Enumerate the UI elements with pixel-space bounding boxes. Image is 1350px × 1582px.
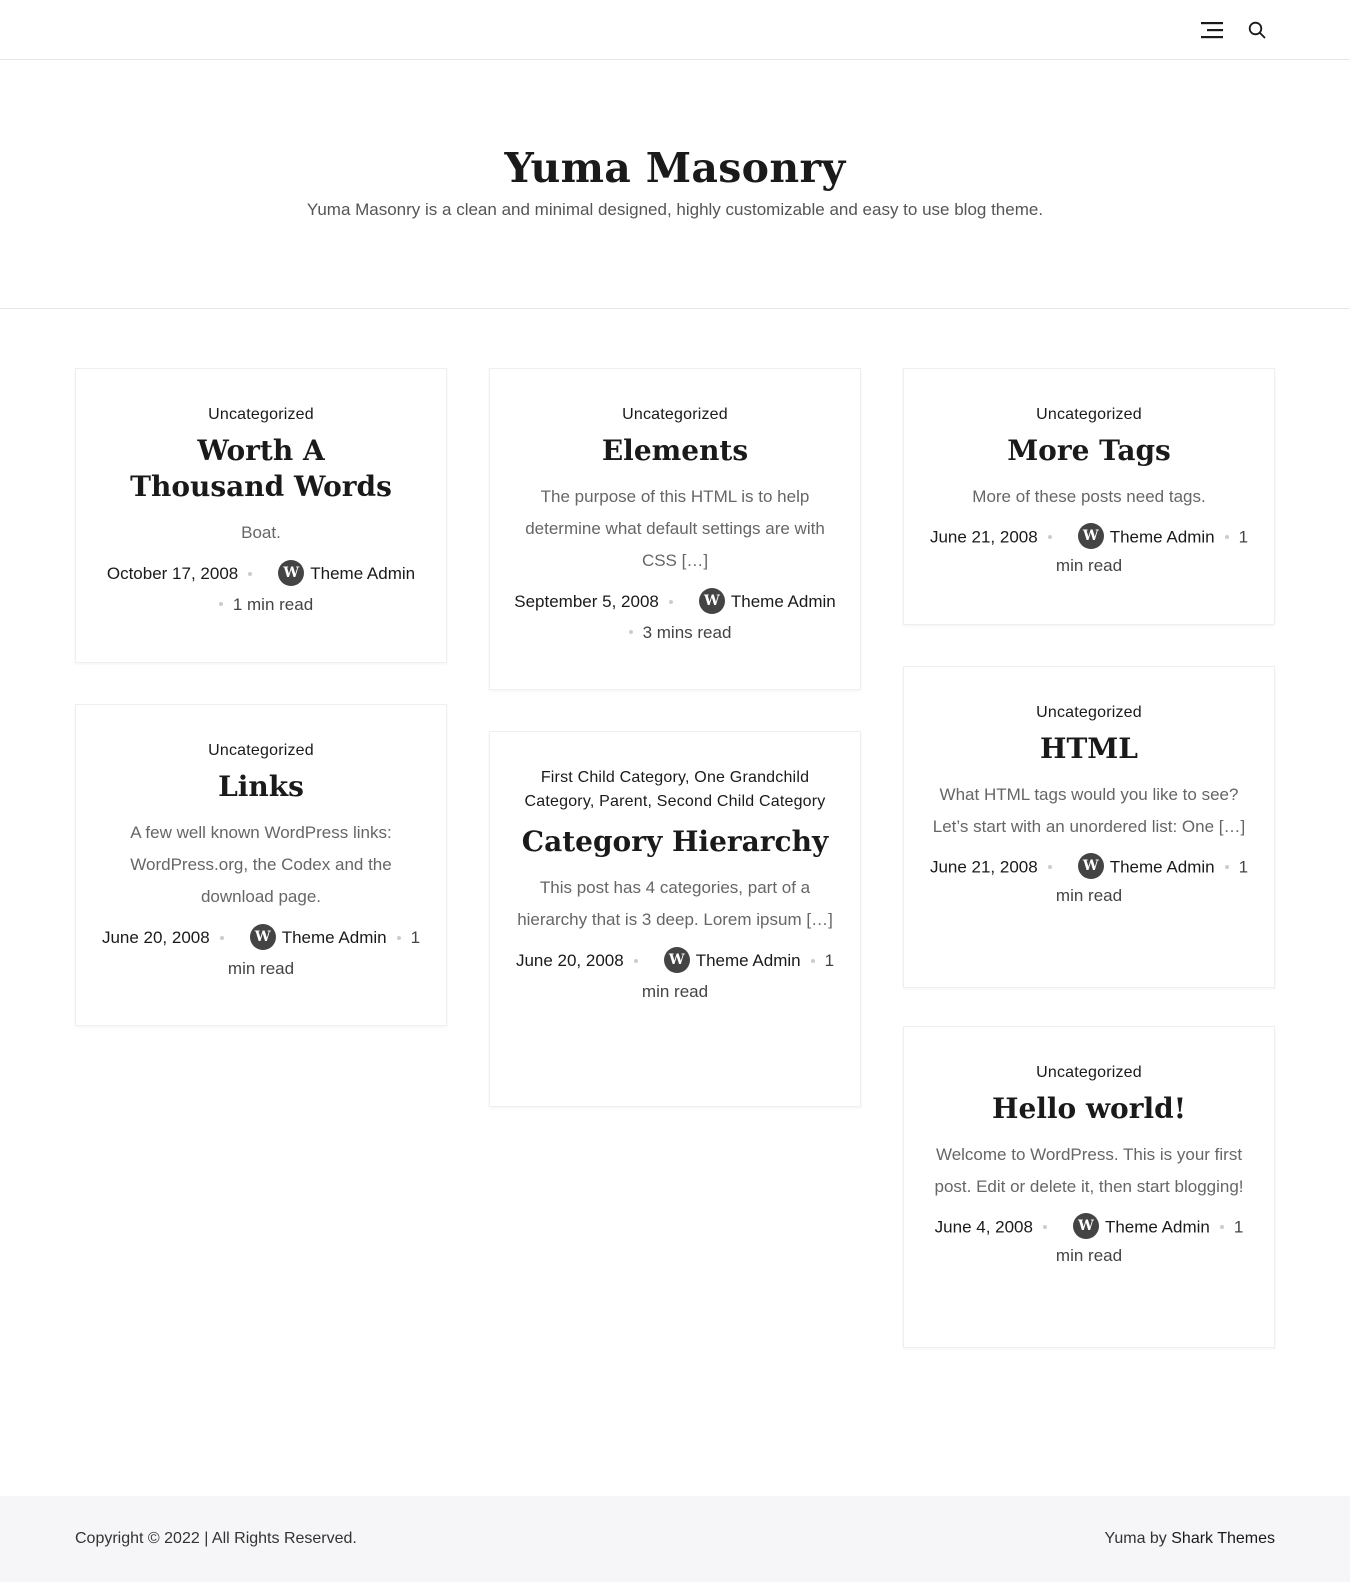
separator-dot	[629, 630, 633, 634]
post-meta	[100, 559, 422, 619]
post-card	[903, 368, 1275, 625]
post-excerpt: What HTML tags would you like to see? Let’s start with an unordered list: One […]	[932, 785, 1246, 836]
post-category[interactable]: First Child Category, One Grandchild Category, Parent, Second Child Category	[524, 769, 826, 810]
separator-dot	[1225, 535, 1229, 539]
post-date[interactable]: October 17, 2008	[106, 564, 239, 583]
separator-dot	[669, 600, 673, 604]
post-author[interactable]: Theme Admin	[730, 592, 836, 611]
top-header-bar	[0, 0, 1350, 60]
separator-dot	[219, 602, 223, 606]
site-title[interactable]: Yuma Masonry	[504, 144, 846, 192]
post-title[interactable]: More Tags	[1007, 434, 1171, 467]
shark-themes-link[interactable]: Shark Themes	[1171, 1530, 1275, 1547]
post-author[interactable]: Theme Admin	[281, 928, 387, 947]
read-time: 1 min read	[232, 594, 314, 614]
post-card	[75, 368, 447, 663]
author-avatar-icon	[250, 924, 276, 950]
post-author[interactable]: Theme Admin	[310, 564, 416, 583]
post-category[interactable]: Uncategorized	[622, 406, 728, 423]
copyright-text: Copyright © 2022 | All Rights Reserved.	[75, 1530, 357, 1547]
post-card	[489, 368, 861, 690]
post-meta	[514, 946, 836, 1006]
post-card	[75, 704, 447, 1026]
post-card	[903, 666, 1275, 988]
author-avatar-icon	[278, 560, 304, 586]
post-title[interactable]: Hello world!	[991, 1092, 1186, 1125]
post-author[interactable]: Theme Admin	[1109, 857, 1215, 877]
post-date[interactable]: June 20, 2008	[515, 951, 624, 970]
post-title[interactable]: Category Hierarchy	[521, 825, 829, 858]
read-time: 3 mins read	[642, 622, 732, 642]
author-avatar-icon	[1078, 523, 1104, 549]
post-card	[489, 731, 861, 1107]
post-date[interactable]: June 21, 2008	[929, 527, 1038, 547]
post-title[interactable]: Worth A Thousand Words	[130, 434, 392, 503]
post-date[interactable]: June 20, 2008	[101, 928, 210, 947]
post-excerpt: A few well known WordPress links: WordPress.org, the Codex and the download page.	[130, 823, 392, 906]
read-time: 1 min read	[641, 951, 835, 1001]
separator-dot	[248, 572, 252, 576]
separator-dot	[1048, 535, 1052, 539]
post-excerpt: This post has 4 categories, part of a hierarchy that is 3 deep. Lorem ipsum […]	[517, 878, 833, 929]
post-author[interactable]: Theme Admin	[1104, 1217, 1210, 1237]
post-category[interactable]: Uncategorized	[1036, 1064, 1142, 1081]
separator-dot	[1225, 865, 1229, 869]
read-time: 1 min read	[1055, 527, 1249, 575]
separator-dot	[1048, 865, 1052, 869]
post-category[interactable]: Uncategorized	[1036, 704, 1142, 721]
separator-dot	[811, 959, 815, 963]
post-author[interactable]: Theme Admin	[695, 951, 801, 970]
read-time: 1 min read	[1055, 857, 1249, 905]
post-excerpt: The purpose of this HTML is to help determine what default settings are with CSS […]	[525, 487, 825, 570]
post-meta	[928, 523, 1250, 578]
theme-credit	[1105, 1530, 1275, 1548]
separator-dot	[634, 959, 638, 963]
search-icon[interactable]	[1243, 16, 1271, 44]
separator-dot	[1043, 1225, 1047, 1229]
post-category[interactable]: Uncategorized	[1036, 406, 1142, 423]
author-avatar-icon	[1078, 853, 1104, 879]
post-title[interactable]: Links	[218, 770, 304, 803]
separator-dot	[397, 936, 401, 940]
separator-dot	[220, 936, 224, 940]
author-avatar-icon	[699, 588, 725, 614]
credit-prefix: Yuma by	[1104, 1530, 1172, 1547]
post-meta	[514, 587, 836, 647]
post-excerpt: Boat.	[241, 523, 281, 542]
read-time: 1 min read	[1055, 1217, 1244, 1265]
post-meta	[928, 1213, 1250, 1268]
post-meta	[100, 923, 422, 983]
post-title[interactable]: Elements	[601, 434, 749, 467]
post-card	[903, 1026, 1275, 1348]
post-category[interactable]: Uncategorized	[208, 406, 314, 423]
post-meta	[928, 853, 1250, 908]
post-excerpt: Welcome to WordPress. This is your first post. Edit or delete it, then start blogging!	[934, 1145, 1244, 1196]
post-date[interactable]: June 4, 2008	[934, 1217, 1033, 1237]
read-time: 1 min read	[227, 928, 421, 978]
site-hero	[0, 60, 1350, 309]
post-title[interactable]: HTML	[1040, 732, 1138, 765]
site-footer	[0, 1496, 1350, 1582]
post-date[interactable]: September 5, 2008	[514, 592, 659, 611]
post-date[interactable]: June 21, 2008	[929, 857, 1038, 877]
hamburger-menu-icon[interactable]	[1199, 16, 1227, 44]
author-avatar-icon	[664, 947, 690, 973]
author-avatar-icon	[1073, 1213, 1099, 1239]
site-description: Yuma Masonry is a clean and minimal designed, highly customizable and easy to use blog theme.	[306, 200, 1044, 219]
post-excerpt: More of these posts need tags.	[972, 487, 1206, 506]
post-category[interactable]: Uncategorized	[208, 742, 314, 759]
post-author[interactable]: Theme Admin	[1109, 527, 1215, 547]
separator-dot	[1220, 1225, 1224, 1229]
